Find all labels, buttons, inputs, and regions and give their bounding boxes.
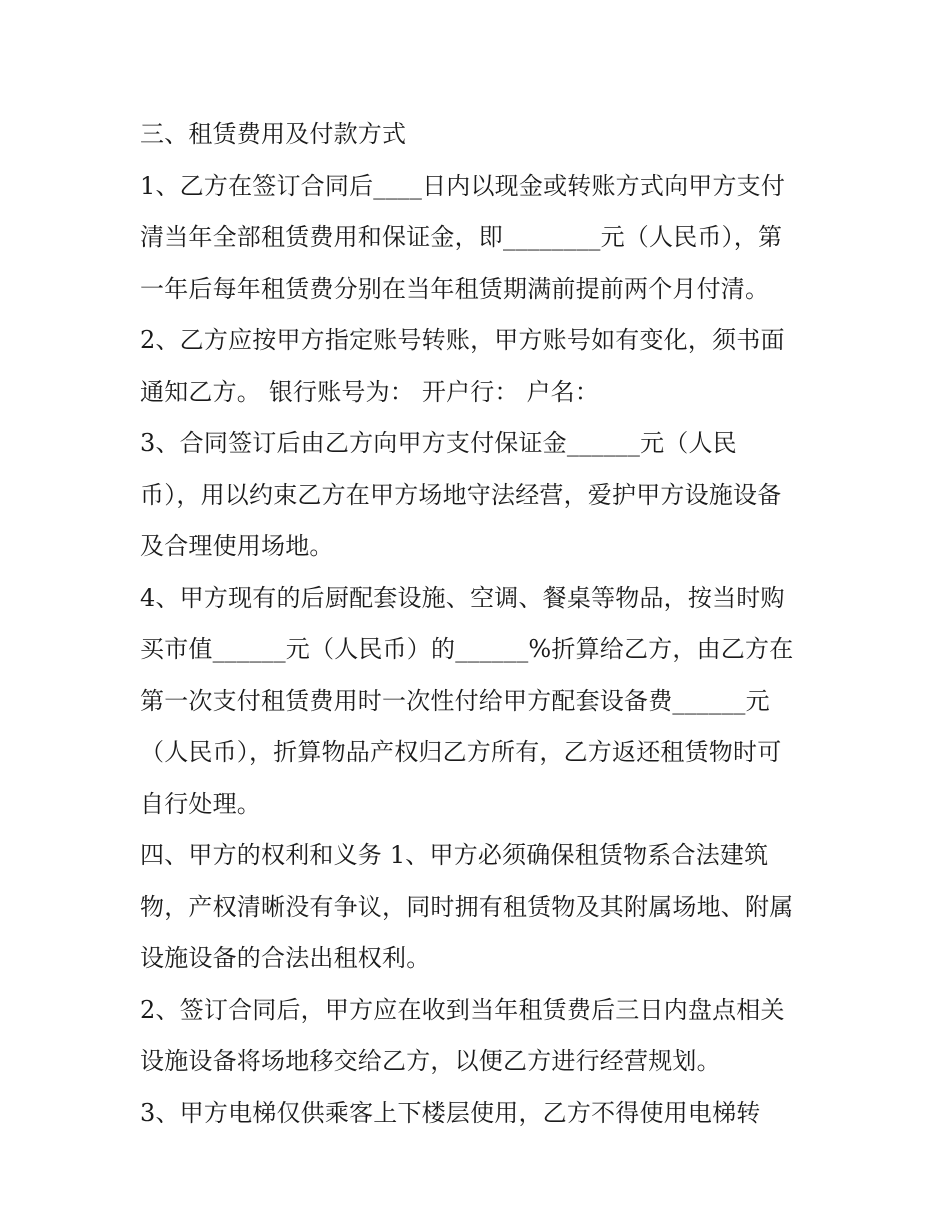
paragraph-line: 通知乙方。 银行账号为： 开户行： 户名： bbox=[140, 377, 600, 406]
document-body bbox=[140, 109, 816, 1139]
paragraph-line: 2、签订合同后，甲方应在收到当年租赁费后三日内盘点相关 bbox=[140, 995, 785, 1024]
paragraph-line: 及合理使用场地。 bbox=[140, 532, 334, 560]
paragraph-line: 买市值______元（人民币）的______%折算给乙方，由乙方在 bbox=[140, 635, 794, 663]
paragraph-line: 第一次支付租赁费用时一次性付给甲方配套设备费______元 bbox=[140, 686, 770, 715]
paragraph-line: 3、合同签订后由乙方向甲方支付保证金______元（人民 bbox=[140, 429, 737, 457]
paragraph-line: 自行处理。 bbox=[140, 789, 261, 818]
paragraph-line: 币），用以约束乙方在甲方场地守法经营，爱护甲方设施设备 bbox=[140, 480, 782, 509]
section-heading-rights: 四、甲方的权利和义务 1、甲方必须确保租赁物系合法建筑 bbox=[140, 841, 769, 869]
paragraph-line: 3、甲方电梯仅供乘客上下楼层使用，乙方不得使用电梯转 bbox=[140, 1098, 761, 1127]
paragraph-line: 设施设备的合法出租权利。 bbox=[140, 944, 431, 972]
paragraph-line: 4、甲方现有的后厨配套设施、空调、餐桌等物品，按当时购 bbox=[140, 583, 785, 612]
paragraph-line: 清当年全部租赁费用和保证金，即________元（人民币），第 bbox=[140, 223, 783, 251]
section-heading-fees: 三、租赁费用及付款方式 bbox=[140, 120, 407, 148]
paragraph-line: 物，产权清晰没有争议，同时拥有租赁物及其附属场地、附属 bbox=[140, 892, 794, 921]
paragraph-line: （人民币），折算物品产权归乙方所有，乙方返还租赁物时可 bbox=[140, 738, 782, 766]
paragraph-line: 1、乙方在签订合同后____日内以现金或转账方式向甲方支付 bbox=[140, 171, 786, 200]
paragraph-line: 2、乙方应按甲方指定账号转账，甲方账号如有变化，须书面 bbox=[140, 326, 785, 354]
paragraph-line: 一年后每年租赁费分别在当年租赁期满前提前两个月付清。 bbox=[140, 274, 770, 303]
paragraph-line: 设施设备将场地移交给乙方，以便乙方进行经营规划。 bbox=[140, 1047, 721, 1075]
